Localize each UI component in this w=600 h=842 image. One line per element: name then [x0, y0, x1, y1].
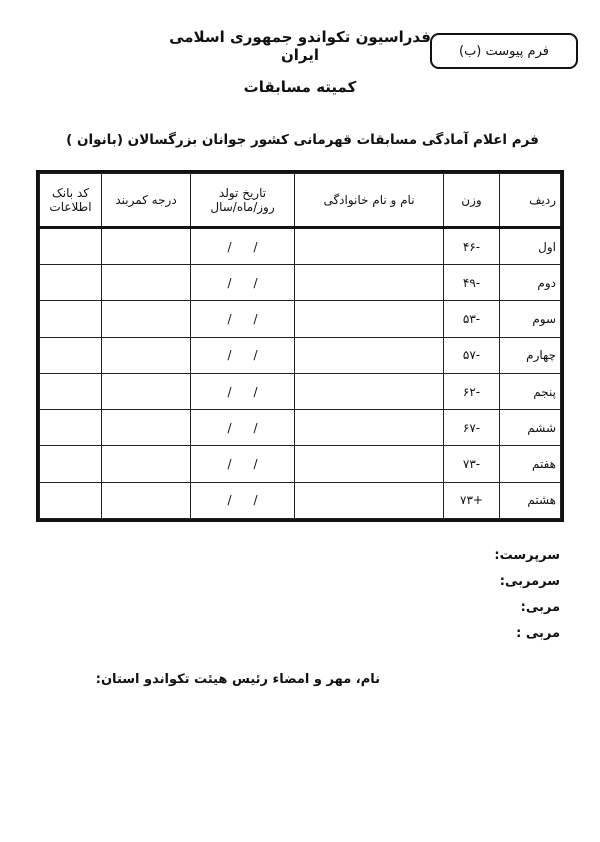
table-row [40, 337, 561, 373]
database-code-cell[interactable] [40, 482, 102, 518]
date-separator: / [253, 384, 258, 399]
annex-label-box [430, 33, 578, 69]
belt-grade-cell[interactable] [102, 337, 191, 373]
role-head-of-team: سرپرست: [494, 548, 560, 563]
row-weight: -۶۷ [444, 410, 500, 446]
name-cell[interactable] [295, 265, 444, 301]
row-rank: هفتم [500, 446, 561, 482]
birth-date-cell[interactable] [191, 410, 295, 446]
name-cell[interactable] [295, 228, 444, 265]
row-rank: ششم [500, 410, 561, 446]
database-code-cell[interactable] [40, 337, 102, 373]
birth-date-cell[interactable] [191, 265, 295, 301]
role-coach: مربی: [520, 600, 560, 615]
row-weight: +۷۳ [444, 482, 500, 518]
database-code-cell[interactable] [40, 373, 102, 409]
name-cell[interactable] [295, 446, 444, 482]
table-row [40, 373, 561, 409]
date-separator: / [227, 384, 232, 399]
name-cell[interactable] [295, 301, 444, 337]
signature-line: نام، مهر و امضاء رئیس هیئت تکواندو استان: [95, 672, 380, 687]
date-separator: / [253, 420, 258, 435]
header-birth-date-line2: روز/ماه/سال [210, 200, 275, 214]
date-separator: / [253, 312, 258, 327]
row-weight: -۶۲ [444, 373, 500, 409]
row-weight: -۴۶ [444, 228, 500, 265]
table-row [40, 301, 561, 337]
database-code-cell[interactable] [40, 228, 102, 265]
federation-title: فدراسیون تکواندو جمهوری اسلامی ایران [169, 28, 431, 64]
header-row-number: ردیف [500, 174, 561, 228]
row-weight: -۵۳ [444, 301, 500, 337]
name-cell[interactable] [295, 337, 444, 373]
database-code-cell[interactable] [40, 446, 102, 482]
row-rank: سوم [500, 301, 561, 337]
header-full-name: نام و نام خانوادگی [295, 174, 444, 228]
row-rank: چهارم [500, 337, 561, 373]
table-row [40, 482, 561, 518]
annex-label: فرم پیوست (ب) [459, 43, 549, 59]
belt-grade-cell[interactable] [102, 265, 191, 301]
birth-date-cell[interactable] [191, 373, 295, 409]
role-coach-2: مربی : [516, 626, 560, 641]
belt-grade-cell[interactable] [102, 373, 191, 409]
belt-grade-cell[interactable] [102, 446, 191, 482]
form-title: فرم اعلام آمادگی مسابقات قهرمانی کشور جوانان بزرگسالان (بانوان ) [66, 132, 539, 148]
header-birth-date [191, 174, 295, 228]
name-cell[interactable] [295, 482, 444, 518]
name-cell[interactable] [295, 410, 444, 446]
role-head-coach: سرمربی: [499, 574, 560, 589]
row-rank: اول [500, 228, 561, 265]
date-separator: / [227, 457, 232, 472]
date-separator: / [253, 493, 258, 508]
date-separator: / [253, 457, 258, 472]
header-birth-date-line1: تاریخ تولد [218, 186, 267, 200]
date-separator: / [227, 348, 232, 363]
name-cell[interactable] [295, 373, 444, 409]
birth-date-cell[interactable] [191, 228, 295, 265]
belt-grade-cell[interactable] [102, 228, 191, 265]
row-rank: دوم [500, 265, 561, 301]
belt-grade-cell[interactable] [102, 482, 191, 518]
row-rank: هشتم [500, 482, 561, 518]
header-weight: وزن [444, 174, 500, 228]
table-header-row [40, 174, 561, 228]
birth-date-cell[interactable] [191, 301, 295, 337]
date-separator: / [253, 348, 258, 363]
date-separator: / [253, 275, 258, 290]
date-separator: / [227, 239, 232, 254]
birth-date-cell[interactable] [191, 482, 295, 518]
birth-date-cell[interactable] [191, 337, 295, 373]
row-rank: پنجم [500, 373, 561, 409]
row-weight: -۷۳ [444, 446, 500, 482]
belt-grade-cell[interactable] [102, 410, 191, 446]
committee-title: کمیته مسابقات [243, 78, 357, 96]
staff-list [400, 543, 560, 647]
row-weight: -۵۷ [444, 337, 500, 373]
table-row [40, 446, 561, 482]
date-separator: / [227, 420, 232, 435]
header-belt-grade: درجه کمربند [102, 174, 191, 228]
database-code-cell[interactable] [40, 265, 102, 301]
table-row [40, 410, 561, 446]
date-separator: / [253, 239, 258, 254]
date-separator: / [227, 275, 232, 290]
table-row [40, 265, 561, 301]
registration-table [36, 170, 564, 522]
birth-date-cell[interactable] [191, 446, 295, 482]
header-database-code: کد بانک اطلاعات [40, 174, 102, 228]
date-separator: / [227, 493, 232, 508]
database-code-cell[interactable] [40, 410, 102, 446]
database-code-cell[interactable] [40, 301, 102, 337]
date-separator: / [227, 312, 232, 327]
row-weight: -۴۹ [444, 265, 500, 301]
table-row [40, 228, 561, 265]
belt-grade-cell[interactable] [102, 301, 191, 337]
